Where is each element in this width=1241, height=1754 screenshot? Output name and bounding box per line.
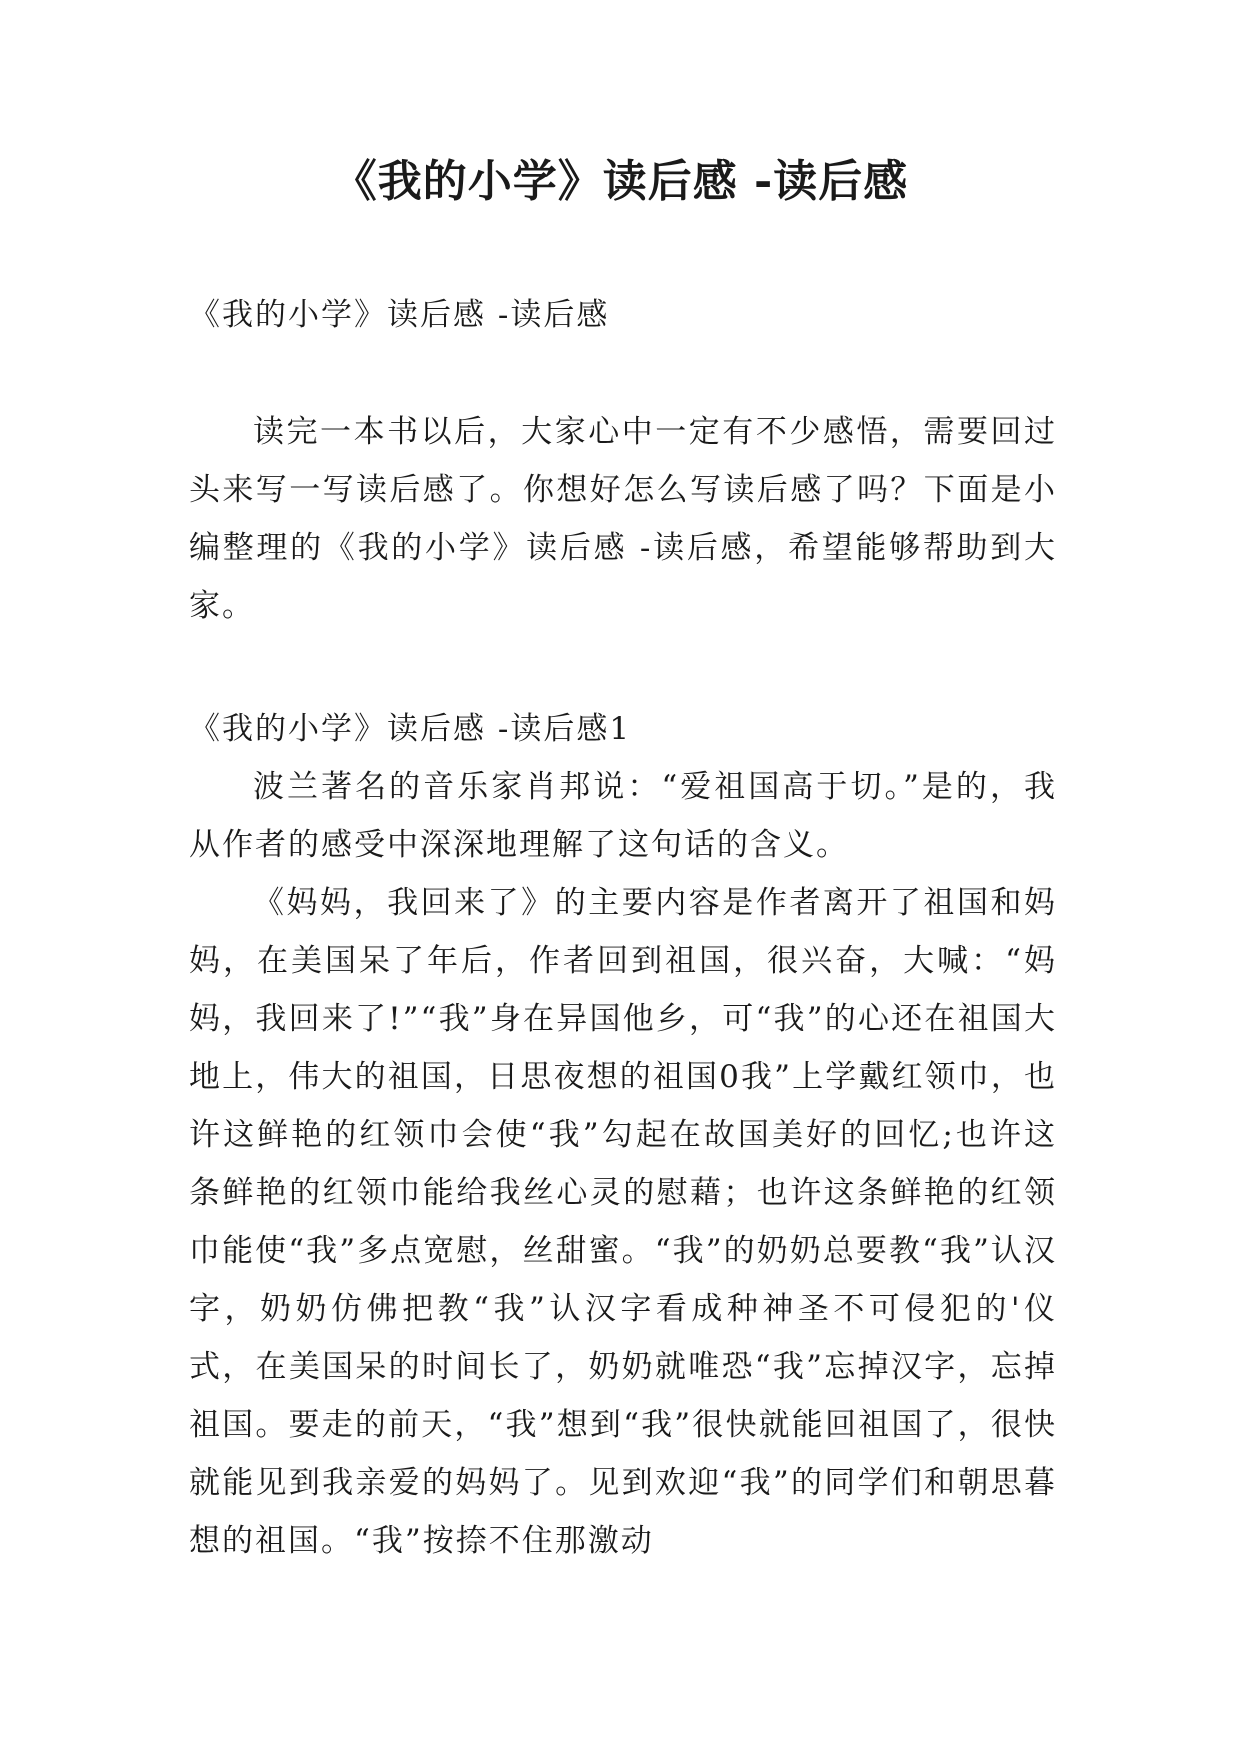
section-heading: 《我的小学》读后感 -读后感1 [189, 711, 632, 747]
document-title: 《我的小学》读后感 -读后感 [332, 156, 909, 207]
intro-paragraph: 读完一本书以后，大家心中一定有不少感悟，需要回过头来写一写读后感了。你想好怎么写读后感了吗？下面是小编整理的《我的小学》读后感 -读后感，希望能够帮助到大家。 [189, 414, 1057, 624]
document-subtitle: 《我的小学》读后感 -读后感 [189, 297, 610, 333]
body-paragraph: 波兰著名的音乐家肖邦说：“爱祖国高于切。”是的，我从作者的感受中深深地理解了这句话的含义。 [189, 769, 1057, 863]
body-paragraph: 《妈妈，我回来了》的主要内容是作者离开了祖国和妈妈，在美国呆了年后，作者回到祖国，很兴奋，大喊：“妈妈，我回来了!”“我”身在异国他乡，可“我”的心还在祖国大地上，伟大的祖国，日思夜想的祖国0我”上学戴红领巾，也许这鲜艳的红领巾会使“我”勾起在故国美好的回忆;也许这条鲜艳的红领巾能给我丝心灵的慰藉；也许这条鲜艳的红领巾能使“我”多点宽慰，丝甜蜜。“我”的奶奶总要教“我”认汉字，奶奶仿佛把教“我”认汉字看成种神圣不可侵犯的'仪式，在美国呆的时间长了，奶奶就唯恐“我”忘掉汉字，忘掉祖国。要走的前天，“我”想到“我”很快就能回祖国了，很快就能见到我亲爱的妈妈了。见到欢迎“我”的同学们和朝思暮想的祖国。“我”按捺不住那激动 [189, 885, 1057, 1559]
